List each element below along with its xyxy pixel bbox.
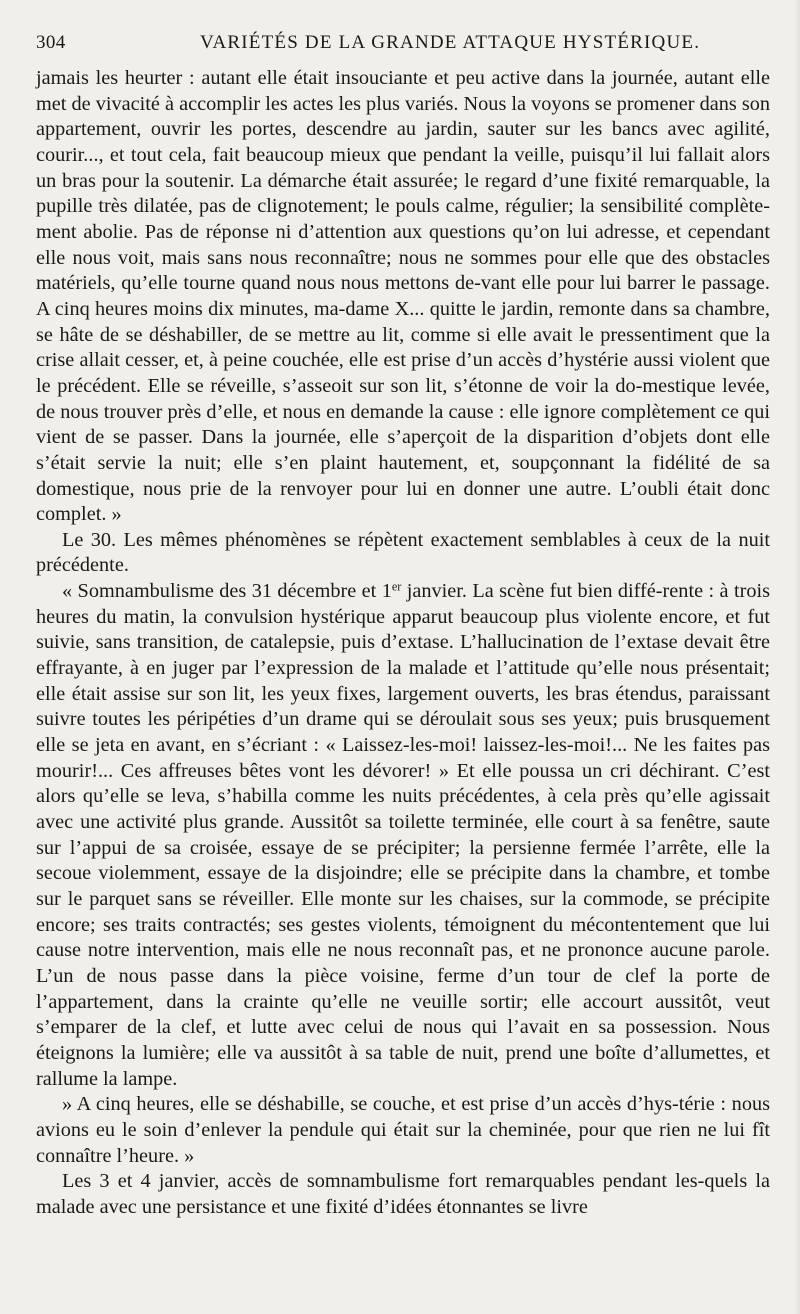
body-text (36, 66, 770, 1221)
paragraph-cinq-heures (36, 1092, 770, 1169)
paragraph-continuation (36, 66, 770, 528)
ordinal-superscript: er (391, 579, 402, 594)
paragraph-text: janvier. La scène fut bien diffé-rente : à trois heures du matin, la convulsion hystérique apparut beaucoup plus violente encore, et fut suivie, sans transition, de catalepsie, puis d’extase. L’hallucination de l’extase devait être effrayante, à en juger par l’expression de la malade et l’attitude qu’elle nous présentait; elle était assise sur son lit, les yeux fixes, largement ouverts, les bras étendus, paraissant suivre toutes les péripéties d’un drame qui se déroulait sous ses yeux; puis brusquement elle se jeta en avant, en s’écriant : « Laissez-les-moi! laissez-les-moi!... Ne les faites pas mourir!... Ces affreuses bêtes vont les dévorer! » Et elle poussa un cri déchirant. C’est alors qu’elle se leva, s’habilla comme les nuits précédentes, à cela près qu’elle agissait avec une activité plus grande. Aussitôt sa toilette terminée, elle court à sa fenêtre, saute sur l’appui de sa croisée, essaye de se précipiter; la persienne fermée l’arrête, elle la secoue violemment, essaye de la disjoindre; elle se précipite dans la chambre, et tombe sur le parquet sans se réveiller. Elle monte sur les chaises, sur la commode, se précipite encore; ses traits contractés; ses gestes violents, témoignent du mécontentement que lui cause notre intervention, mais elle ne nous reconnaît pas, et ne prononce aucune parole. L’un de nous passe dans la pièce voisine, ferme d’un tour de clef la porte de l’appartement, dans la crainte qu’elle ne veuille sortir; elle accourt aussitôt, veut s’emparer de la clef, et lutte avec celui de nous qui l’avait en sa possession. Nous éteignons la lumière; elle va aussitôt à sa table de nuit, prend une boîte d’allumettes, et rallume la lampe. (36, 580, 771, 1090)
paragraph-somnambulisme (36, 579, 770, 1092)
paragraph-text: « Somnambulisme des 31 décembre et 1 (62, 580, 392, 603)
paragraph-janvier (36, 1169, 770, 1220)
page-number: 304 (36, 32, 66, 53)
paragraph-text: Le 30. Les mêmes phénomènes se répètent exactement semblables à ceux de la nuit précédente. (36, 528, 770, 577)
paragraph-text: Les 3 et 4 janvier, accès de somnambulisme fort remarquables pendant les-quels la malade avec une persistance et une fixité d’idées étonnantes se livre (36, 1170, 770, 1218)
running-title: VARIÉTÉS DE LA GRANDE ATTAQUE HYSTÉRIQUE. (200, 32, 701, 53)
paragraph-text: jamais les heurter : autant elle était insouciante et peu active dans la journée, autant elle met de vivacité à accomplir les actes les plus variés. Nous la voyons se promener dans son appartement, ouvrir les portes, descendre au jardin, sauter sur les bancs avec agilité, courir..., et tout cela, fait beaucoup mieux que pendant la veille, puisqu’il lui fallait alors un bras pour la soutenir. La démarche était assurée; le regard d’une fixité remarquable, la pupille très dilatée, pas de clignotement; le pouls calme, régulier; la sensibilité complète-ment abolie. Pas de réponse ni d’attention aux questions qu’on lui adresse, et cependant elle nous voit, mais sans nous reconnaître; nous ne sommes pour elle que des obstacles matériels, qu’elle tourne quand nous nous mettons de-vant elle pour lui barrer le passage. A cinq heures moins dix minutes, ma-dame X... quitte le jardin, remonte dans sa chambre, se hâte de se déshabiller, de se mettre au lit, comme si elle avait le pressentiment que la crise allait cesser, et, à peine couchée, elle est prise d’un accès d’hystérie aussi violent que le précédent. Elle se réveille, s’asseoit sur son lit, s’étonne de voir la do-mestique levée, de nous trouver près d’elle, et nous en demande la cause : elle ignore complètement ce qui vient de se passer. Dans la journée, elle s’aperçoit de la disparition d’objets dont elle s’était servie la nuit; elle s’en plaint hautement, et, soupçonnant la fidélité de sa domestique, nous prie de la renvoyer pour lui en donner une autre. L’oubli était donc complet. » (36, 67, 770, 526)
paragraph-le-30 (36, 528, 770, 579)
paragraph-text: » A cinq heures, elle se déshabille, se couche, et est prise d’un accès d’hys-térie : nous avions eu le soin d’enlever la pendule qui était sur la cheminée, pour que rien ne lui fît connaître l’heure. » (36, 1093, 770, 1167)
page-edge-shadow (794, 0, 800, 1314)
running-head (36, 32, 770, 66)
